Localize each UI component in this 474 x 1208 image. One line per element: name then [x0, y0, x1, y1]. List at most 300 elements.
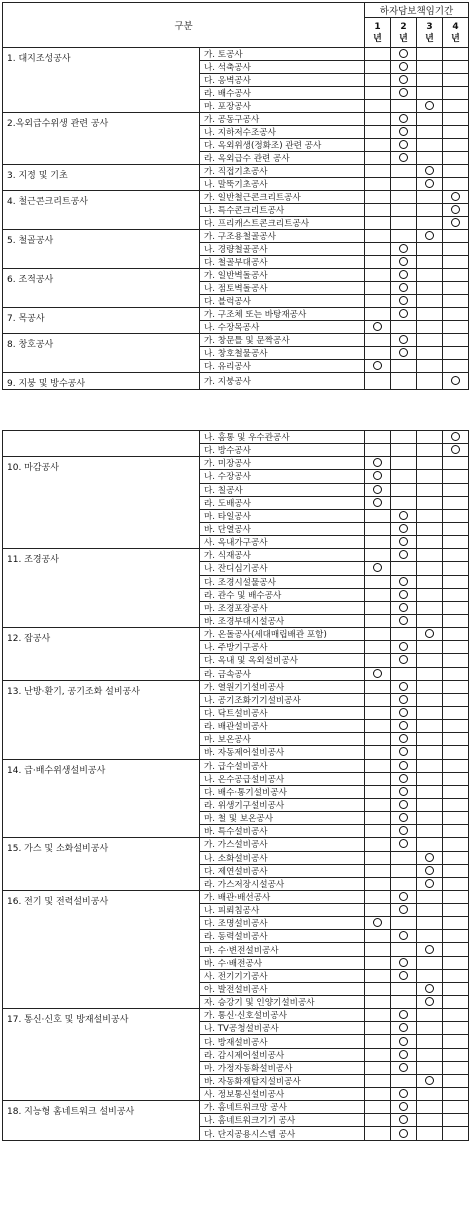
year-1-cell — [365, 1127, 391, 1140]
work-item: 가. 온돌공사(세대매립배관 포함) — [200, 628, 365, 641]
work-category: 1. 대지조성공사 — [3, 48, 200, 113]
year-1-cell — [365, 706, 391, 719]
year-2-cell — [391, 536, 417, 549]
warranty-table-part-2 — [2, 430, 469, 1141]
circle-mark-icon — [425, 984, 434, 993]
table-row — [3, 549, 469, 562]
year-3-cell — [417, 1127, 443, 1140]
year-3-cell — [417, 772, 443, 785]
year-2-cell — [391, 890, 417, 903]
year-1-cell — [365, 996, 391, 1009]
year-1-cell — [365, 360, 391, 373]
year-1-cell — [365, 509, 391, 522]
work-category: 3. 지정 및 기초 — [3, 165, 200, 191]
year-3-cell — [417, 347, 443, 360]
year-1-cell — [365, 588, 391, 601]
year-3-cell — [417, 165, 443, 178]
year-4-cell — [443, 562, 469, 575]
year-4-cell — [443, 917, 469, 930]
table-row — [3, 113, 469, 126]
year-1-cell — [365, 785, 391, 798]
circle-mark-icon — [399, 511, 408, 520]
year-2-cell — [391, 360, 417, 373]
year-4-cell — [443, 825, 469, 838]
year-1-cell — [365, 1074, 391, 1087]
work-item: 다. 방재설비공사 — [200, 1035, 365, 1048]
year-3-cell — [417, 601, 443, 614]
year-3-cell — [417, 825, 443, 838]
year-header-1: 1 년 — [365, 18, 391, 48]
table-row — [3, 165, 469, 178]
circle-mark-icon — [399, 603, 408, 612]
year-1-cell — [365, 982, 391, 995]
year-1-cell — [365, 282, 391, 295]
year-2-cell — [391, 667, 417, 680]
circle-mark-icon — [399, 1010, 408, 1019]
year-2-cell — [391, 1022, 417, 1035]
year-1-cell — [365, 720, 391, 733]
work-item: 나. 수장목공사 — [200, 321, 365, 334]
year-4-cell — [443, 295, 469, 308]
year-4-cell — [443, 269, 469, 282]
circle-mark-icon — [399, 524, 408, 533]
work-item: 바. 단열공사 — [200, 522, 365, 535]
year-4-cell — [443, 575, 469, 588]
work-category: 12. 잡공사 — [3, 628, 200, 681]
year-4-cell — [443, 217, 469, 230]
year-1-cell — [365, 1009, 391, 1022]
circle-mark-icon — [399, 734, 408, 743]
year-2-cell — [391, 588, 417, 601]
circle-mark-icon — [425, 101, 434, 110]
year-4-cell — [443, 877, 469, 890]
year-1-cell — [365, 483, 391, 496]
table-row — [3, 230, 469, 243]
year-3-cell — [417, 996, 443, 1009]
work-item: 바. 자동화재탐지설비공사 — [200, 1074, 365, 1087]
circle-mark-icon — [399, 1102, 408, 1111]
year-4-cell — [443, 1088, 469, 1101]
year-3-cell — [417, 812, 443, 825]
year-4-cell — [443, 360, 469, 373]
year-header-2: 2 년 — [391, 18, 417, 48]
year-1-cell — [365, 373, 391, 390]
year-3-cell — [417, 295, 443, 308]
circle-mark-icon — [399, 747, 408, 756]
work-item: 가. 통신·신호설비공사 — [200, 1009, 365, 1022]
year-4-cell — [443, 588, 469, 601]
year-2-cell — [391, 812, 417, 825]
year-1-cell — [365, 74, 391, 87]
circle-mark-icon — [399, 257, 408, 266]
work-item: 가. 지붕공사 — [200, 373, 365, 390]
work-item: 가. 일반철근콘크리트공사 — [200, 191, 365, 204]
circle-mark-icon — [399, 1063, 408, 1072]
work-item: 라. 도배공사 — [200, 496, 365, 509]
circle-mark-icon — [451, 432, 460, 441]
circle-mark-icon — [373, 322, 382, 331]
year-1-cell — [365, 956, 391, 969]
year-3-cell — [417, 680, 443, 693]
circle-mark-icon — [399, 761, 408, 770]
year-2-cell — [391, 838, 417, 851]
work-item: 마. 포장공사 — [200, 100, 365, 113]
work-item: 마. 타일공사 — [200, 509, 365, 522]
year-1-cell — [365, 680, 391, 693]
year-1-cell — [365, 746, 391, 759]
year-1-cell — [365, 641, 391, 654]
year-1-cell — [365, 334, 391, 347]
work-item: 다. 철골부대공사 — [200, 256, 365, 269]
year-1-cell — [365, 601, 391, 614]
circle-mark-icon — [399, 537, 408, 546]
year-2-cell — [391, 864, 417, 877]
year-3-cell — [417, 549, 443, 562]
year-1-cell — [365, 204, 391, 217]
work-category: 2.옥외급수위생 관련 공사 — [3, 113, 200, 165]
year-1-cell — [365, 1061, 391, 1074]
year-4-cell — [443, 496, 469, 509]
work-item: 다. 방수공사 — [200, 444, 365, 457]
year-2-cell — [391, 641, 417, 654]
year-3-cell — [417, 282, 443, 295]
work-item: 사. 옥내가구공사 — [200, 536, 365, 549]
year-3-cell — [417, 308, 443, 321]
year-2-cell — [391, 243, 417, 256]
work-item: 다. 배수·통기설비공사 — [200, 785, 365, 798]
work-item: 나. 석축공사 — [200, 61, 365, 74]
year-4-cell — [443, 191, 469, 204]
year-1-cell — [365, 100, 391, 113]
year-4-cell — [443, 204, 469, 217]
circle-mark-icon — [399, 1050, 408, 1059]
work-item: 라. 감시제어설비공사 — [200, 1048, 365, 1061]
year-3-cell — [417, 904, 443, 917]
work-item: 라. 배관설비공사 — [200, 720, 365, 733]
year-4-cell — [443, 890, 469, 903]
work-item: 가. 급수설비공사 — [200, 759, 365, 772]
year-3-cell — [417, 509, 443, 522]
year-2-cell — [391, 601, 417, 614]
circle-mark-icon — [399, 283, 408, 292]
year-1-cell — [365, 667, 391, 680]
year-3-cell — [417, 1114, 443, 1127]
work-item: 가. 공동구공사 — [200, 113, 365, 126]
year-1-cell — [365, 256, 391, 269]
year-4-cell — [443, 178, 469, 191]
year-3-cell — [417, 74, 443, 87]
year-4-cell — [443, 864, 469, 877]
work-item: 다. 단지공용시스템 공사 — [200, 1127, 365, 1140]
year-4-cell — [443, 139, 469, 152]
work-item: 나. 홈네트워크기기 공사 — [200, 1114, 365, 1127]
work-item: 가. 가스설비공사 — [200, 838, 365, 851]
work-item: 나. 공기조화기기설비공사 — [200, 693, 365, 706]
table-row — [3, 628, 469, 641]
year-1-cell — [365, 295, 391, 308]
year-3-cell — [417, 152, 443, 165]
circle-mark-icon — [425, 853, 434, 862]
year-2-cell — [391, 74, 417, 87]
year-3-cell — [417, 1101, 443, 1114]
work-item: 다. 조명설비공사 — [200, 917, 365, 930]
year-4-cell — [443, 746, 469, 759]
year-1-cell — [365, 87, 391, 100]
work-category: 10. 마감공사 — [3, 457, 200, 549]
work-item: 나. 소화설비공사 — [200, 851, 365, 864]
year-2-cell — [391, 877, 417, 890]
table-row — [3, 48, 469, 61]
work-item: 가. 창문틀 및 문짝공사 — [200, 334, 365, 347]
year-2-cell — [391, 1101, 417, 1114]
year-2-cell — [391, 87, 417, 100]
year-3-cell — [417, 851, 443, 864]
year-1-cell — [365, 347, 391, 360]
year-4-cell — [443, 126, 469, 139]
work-item: 다. 옥내 및 옥외설비공사 — [200, 654, 365, 667]
year-2-cell — [391, 113, 417, 126]
circle-mark-icon — [399, 695, 408, 704]
work-item: 바. 특수설비공사 — [200, 825, 365, 838]
year-3-cell — [417, 178, 443, 191]
year-1-cell — [365, 1101, 391, 1114]
year-1-cell — [365, 243, 391, 256]
work-item: 나. 온수공급설비공사 — [200, 772, 365, 785]
year-2-cell — [391, 431, 417, 444]
year-2-cell — [391, 706, 417, 719]
year-4-cell — [443, 1061, 469, 1074]
circle-mark-icon — [399, 826, 408, 835]
year-1-cell — [365, 614, 391, 627]
year-4-cell — [443, 48, 469, 61]
work-item: 나. 수장공사 — [200, 470, 365, 483]
year-1-cell — [365, 693, 391, 706]
year-1-cell — [365, 536, 391, 549]
year-2-cell — [391, 165, 417, 178]
year-1-cell — [365, 575, 391, 588]
year-3-cell — [417, 628, 443, 641]
work-item: 다. 조경시설물공사 — [200, 575, 365, 588]
work-category: 4. 철근콘크리트공사 — [3, 191, 200, 230]
year-4-cell — [443, 706, 469, 719]
year-4-cell — [443, 431, 469, 444]
work-category: 11. 조경공사 — [3, 549, 200, 628]
year-1-cell — [365, 930, 391, 943]
year-2-cell — [391, 1074, 417, 1087]
year-1-cell — [365, 969, 391, 982]
year-1-cell — [365, 165, 391, 178]
year-2-cell — [391, 772, 417, 785]
year-1-cell — [365, 917, 391, 930]
year-2-cell — [391, 191, 417, 204]
year-4-cell — [443, 61, 469, 74]
circle-mark-icon — [399, 905, 408, 914]
year-2-cell — [391, 470, 417, 483]
circle-mark-icon — [399, 244, 408, 253]
work-category: 7. 목공사 — [3, 308, 200, 334]
year-1-cell — [365, 48, 391, 61]
year-4-cell — [443, 165, 469, 178]
year-1-cell — [365, 851, 391, 864]
year-4-cell — [443, 230, 469, 243]
year-2-cell — [391, 851, 417, 864]
work-item: 나. 말뚝기초공사 — [200, 178, 365, 191]
year-4-cell — [443, 943, 469, 956]
year-3-cell — [417, 785, 443, 798]
year-4-cell — [443, 87, 469, 100]
year-3-cell — [417, 864, 443, 877]
year-2-cell — [391, 347, 417, 360]
year-2-cell — [391, 956, 417, 969]
work-category: 6. 조적공사 — [3, 269, 200, 308]
year-4-cell — [443, 641, 469, 654]
year-3-cell — [417, 191, 443, 204]
circle-mark-icon — [399, 1089, 408, 1098]
year-4-cell — [443, 1009, 469, 1022]
work-category — [3, 431, 200, 457]
year-2-cell — [391, 825, 417, 838]
year-1-cell — [365, 759, 391, 772]
year-1-cell — [365, 230, 391, 243]
work-item: 마. 수·변전설비공사 — [200, 943, 365, 956]
year-3-cell — [417, 838, 443, 851]
year-1-cell — [365, 798, 391, 811]
year-2-cell — [391, 562, 417, 575]
circle-mark-icon — [399, 75, 408, 84]
year-1-cell — [365, 496, 391, 509]
work-item: 나. 피뢰침공사 — [200, 904, 365, 917]
year-2-cell — [391, 509, 417, 522]
year-3-cell — [417, 470, 443, 483]
table-row — [3, 431, 469, 444]
work-item: 마. 철 및 보온공사 — [200, 812, 365, 825]
year-2-cell — [391, 126, 417, 139]
year-2-cell — [391, 720, 417, 733]
year-4-cell — [443, 509, 469, 522]
circle-mark-icon — [399, 1037, 408, 1046]
year-3-cell — [417, 733, 443, 746]
work-item: 가. 열원기기설비공사 — [200, 680, 365, 693]
year-2-cell — [391, 549, 417, 562]
year-3-cell — [417, 1022, 443, 1035]
work-item: 다. 블럭공사 — [200, 295, 365, 308]
circle-mark-icon — [451, 192, 460, 201]
year-2-cell — [391, 1088, 417, 1101]
year-2-cell — [391, 575, 417, 588]
work-item: 가. 배관·배선공사 — [200, 890, 365, 903]
circle-mark-icon — [373, 361, 382, 370]
year-4-cell — [443, 100, 469, 113]
work-item: 가. 일반벽돌공사 — [200, 269, 365, 282]
year-3-cell — [417, 1074, 443, 1087]
year-3-cell — [417, 890, 443, 903]
year-2-cell — [391, 628, 417, 641]
year-4-cell — [443, 1101, 469, 1114]
year-3-cell — [417, 483, 443, 496]
circle-mark-icon — [425, 879, 434, 888]
work-item: 나. 잔디심기공사 — [200, 562, 365, 575]
circle-mark-icon — [451, 445, 460, 454]
year-2-cell — [391, 256, 417, 269]
year-2-cell — [391, 930, 417, 943]
year-1-cell — [365, 431, 391, 444]
year-4-cell — [443, 74, 469, 87]
year-3-cell — [417, 230, 443, 243]
work-item: 가. 직접기초공사 — [200, 165, 365, 178]
year-header-3: 3 년 — [417, 18, 443, 48]
work-item: 나. 홈통 및 우수관공사 — [200, 431, 365, 444]
work-item: 아. 발전설비공사 — [200, 982, 365, 995]
year-3-cell — [417, 614, 443, 627]
year-4-cell — [443, 720, 469, 733]
year-2-cell — [391, 614, 417, 627]
year-4-cell — [443, 851, 469, 864]
work-category: 18. 지능형 홈네트워크 설비공사 — [3, 1101, 200, 1140]
year-1-cell — [365, 269, 391, 282]
year-3-cell — [417, 956, 443, 969]
work-item: 나. 특수콘크리트공사 — [200, 204, 365, 217]
work-item: 마. 가정자동화설비공사 — [200, 1061, 365, 1074]
year-2-cell — [391, 457, 417, 470]
year-3-cell — [417, 1061, 443, 1074]
circle-mark-icon — [399, 1115, 408, 1124]
year-4-cell — [443, 308, 469, 321]
work-item: 다. 닥트설비공사 — [200, 706, 365, 719]
year-1-cell — [365, 444, 391, 457]
year-4-cell — [443, 772, 469, 785]
year-1-cell — [365, 1114, 391, 1127]
circle-mark-icon — [399, 309, 408, 318]
year-4-cell — [443, 457, 469, 470]
year-3-cell — [417, 496, 443, 509]
year-2-cell — [391, 680, 417, 693]
circle-mark-icon — [399, 590, 408, 599]
year-4-cell — [443, 522, 469, 535]
year-4-cell — [443, 654, 469, 667]
work-item: 라. 금속공사 — [200, 667, 365, 680]
year-2-cell — [391, 1114, 417, 1127]
year-2-cell — [391, 785, 417, 798]
year-2-cell — [391, 969, 417, 982]
year-4-cell — [443, 759, 469, 772]
year-3-cell — [417, 204, 443, 217]
year-2-cell — [391, 295, 417, 308]
work-item: 나. TV공청설비공사 — [200, 1022, 365, 1035]
year-1-cell — [365, 308, 391, 321]
circle-mark-icon — [425, 945, 434, 954]
year-3-cell — [417, 693, 443, 706]
year-1-cell — [365, 904, 391, 917]
year-1-cell — [365, 864, 391, 877]
table-row — [3, 1009, 469, 1022]
year-4-cell — [443, 1035, 469, 1048]
work-item: 바. 조경부대시설공사 — [200, 614, 365, 627]
work-item: 가. 식재공사 — [200, 549, 365, 562]
year-4-cell — [443, 667, 469, 680]
year-2-cell — [391, 733, 417, 746]
work-item: 라. 배수공사 — [200, 87, 365, 100]
circle-mark-icon — [399, 813, 408, 822]
year-1-cell — [365, 1048, 391, 1061]
year-1-cell — [365, 1035, 391, 1048]
year-3-cell — [417, 706, 443, 719]
year-3-cell — [417, 256, 443, 269]
year-1-cell — [365, 61, 391, 74]
circle-mark-icon — [373, 669, 382, 678]
work-item: 가. 홈네트워크망 공사 — [200, 1101, 365, 1114]
work-category: 8. 창호공사 — [3, 334, 200, 373]
work-item: 다. 유리공사 — [200, 360, 365, 373]
